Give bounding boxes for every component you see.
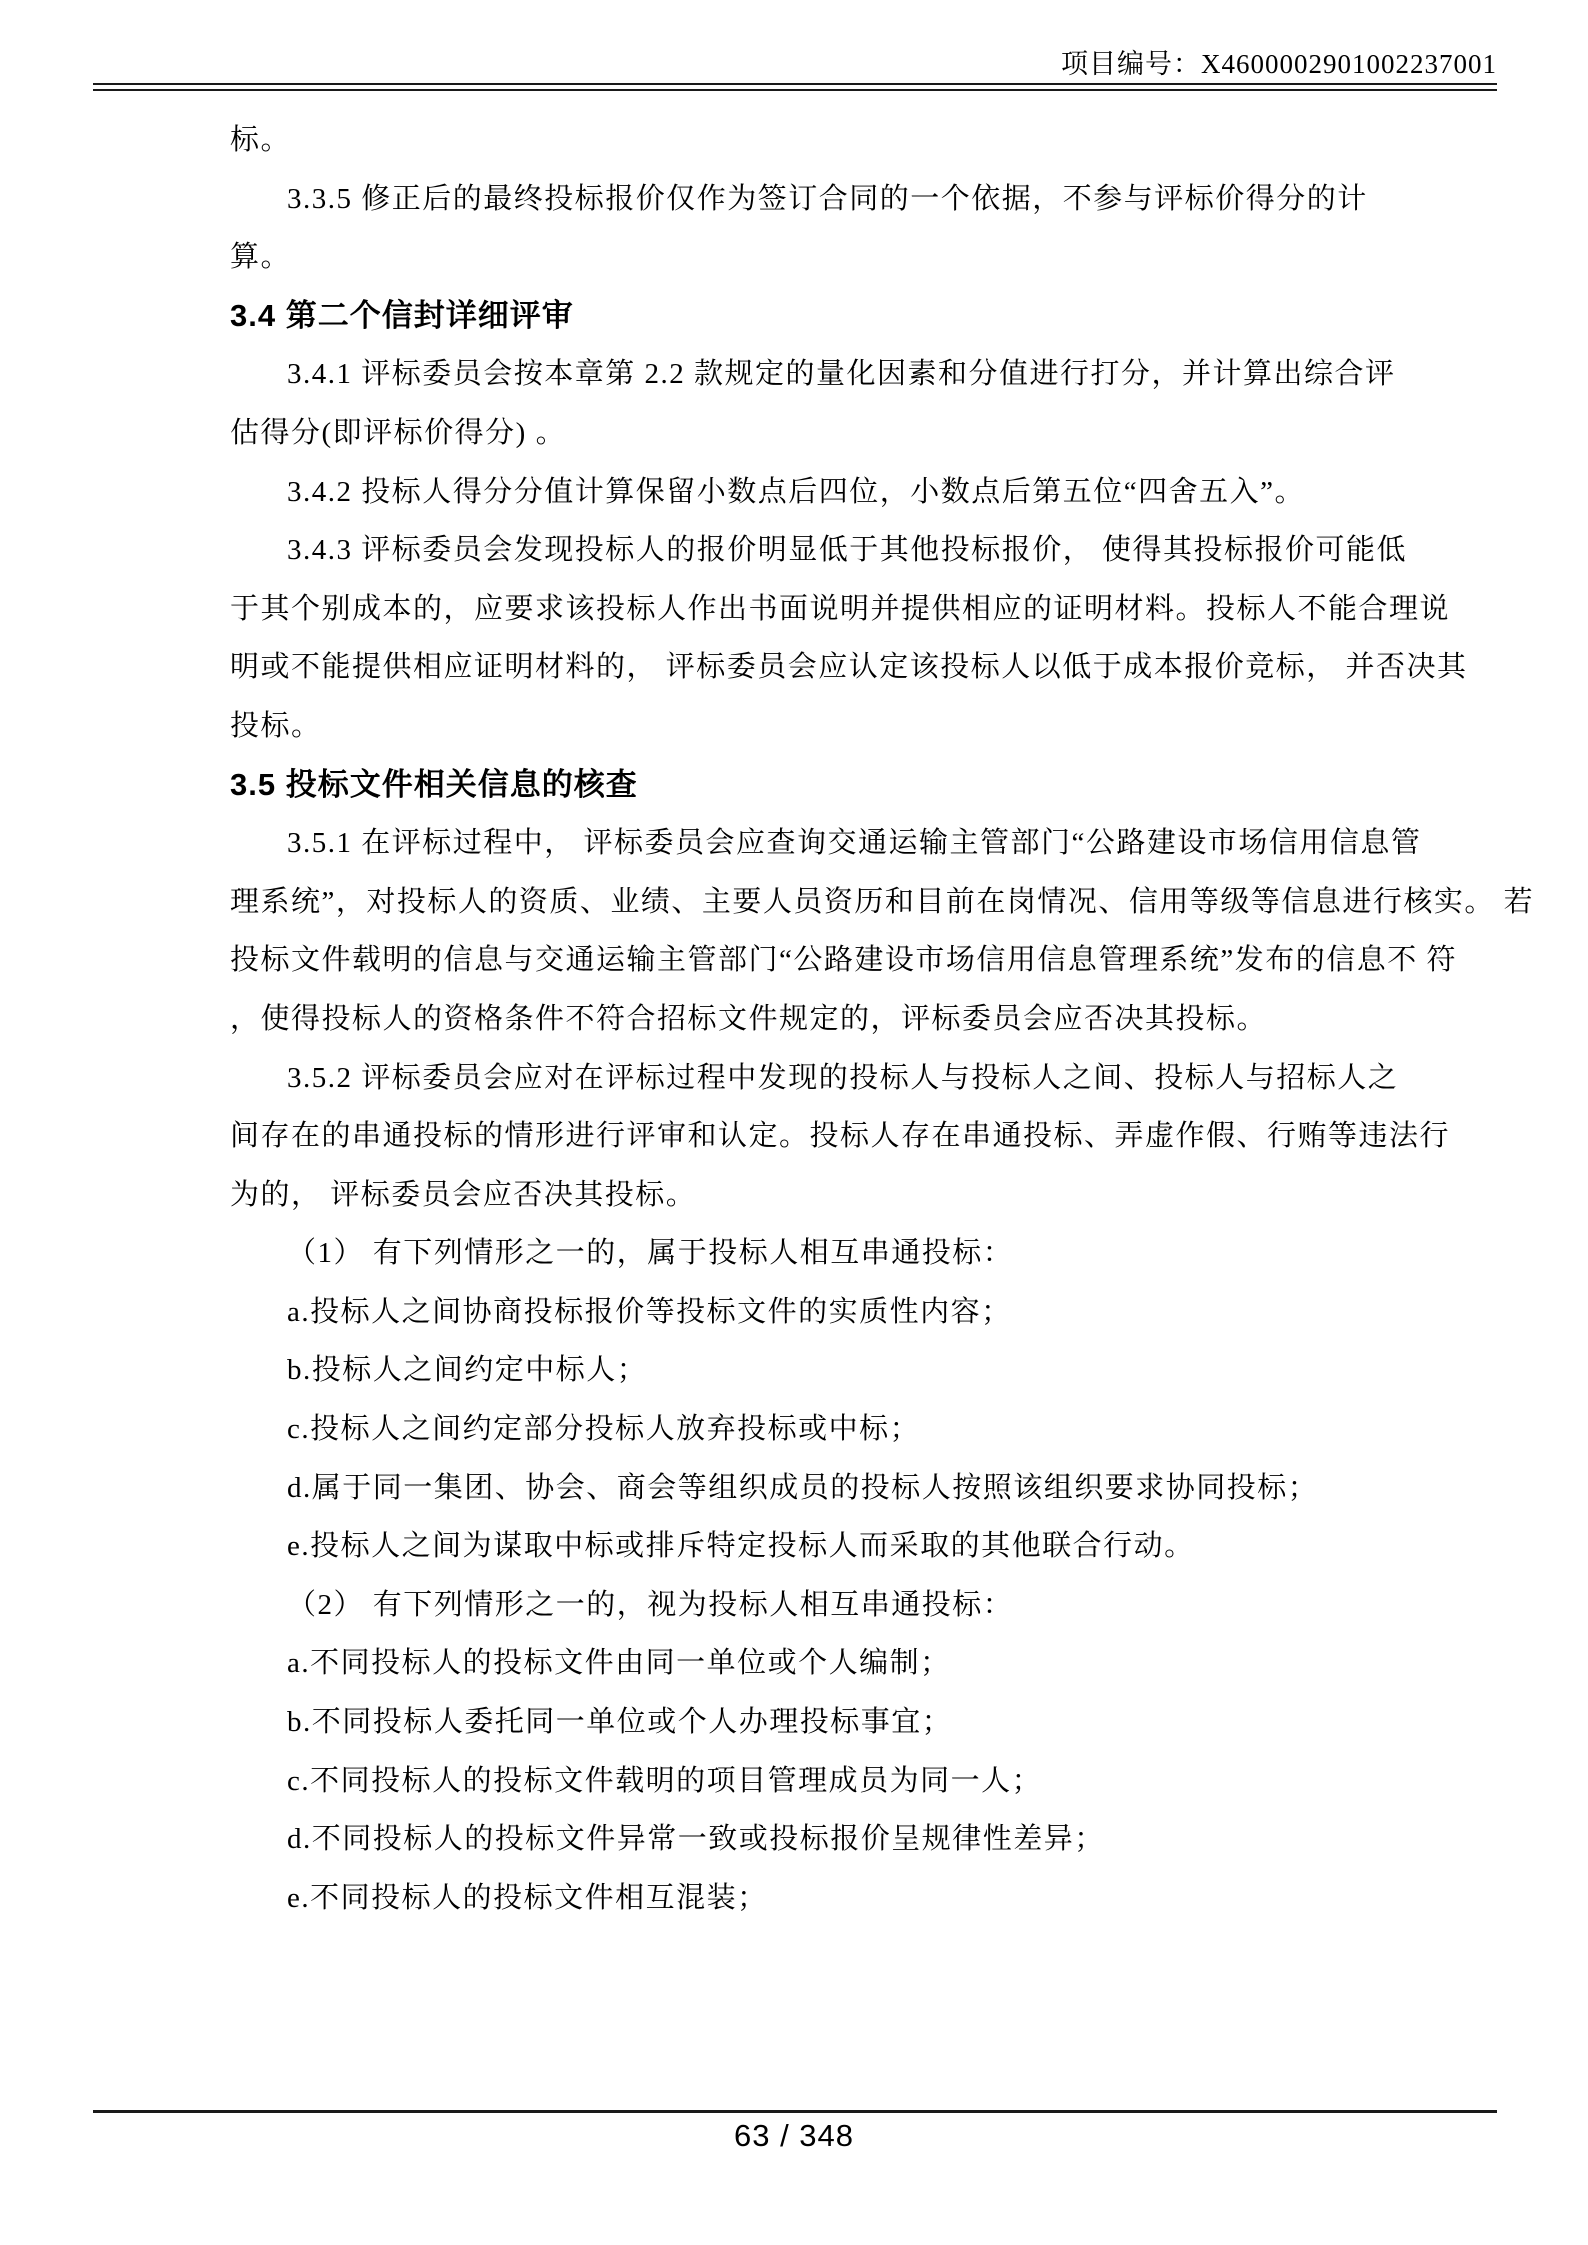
text-line: 3.4.3 评标委员会发现投标人的报价明显低于其他投标报价， 使得其投标报价可能低 bbox=[287, 534, 1408, 567]
text-line: ，使得投标人的资格条件不符合招标文件规定的，评标委员会应否决其投标。 bbox=[230, 1002, 1268, 1035]
text-line: 间存在的串通投标的情形进行评审和认定。投标人存在串通投标、弄虚作假、行贿等违法行 bbox=[230, 1120, 1451, 1153]
text-line: 估得分(即评标价得分) 。 bbox=[230, 416, 567, 449]
text-line: d.属于同一集团、协会、商会等组织成员的投标人按照该组织要求协同投标； bbox=[287, 1471, 1319, 1504]
header-rule bbox=[93, 83, 1497, 91]
text-line: 3.3.5 修正后的最终投标报价仅作为签订合同的一个依据，不参与评标价得分的计 bbox=[287, 182, 1368, 215]
text-line: 投标。 bbox=[230, 709, 322, 742]
text-line: b.投标人之间约定中标人； bbox=[287, 1354, 648, 1387]
text-line: c.不同投标人的投标文件载明的项目管理成员为同一人； bbox=[287, 1764, 1043, 1797]
text-line: a.不同投标人的投标文件由同一单位或个人编制； bbox=[287, 1647, 951, 1680]
text-line: 3.5.1 在评标过程中， 评标委员会应查询交通运输主管部门“公路建设市场信用信息管 bbox=[287, 827, 1422, 860]
text-line: 明或不能提供相应证明材料的， 评标委员会应认定该投标人以低于成本报价竞标， 并否决其 bbox=[230, 651, 1468, 684]
text-line: 3.4.2 投标人得分分值计算保留小数点后四位，小数点后第五位“四舍五入”。 bbox=[287, 475, 1305, 508]
text-line: 理系统”，对投标人的资质、业绩、主要人员资历和目前在岗情况、信用等级等信息进行核实。 若 bbox=[230, 885, 1535, 918]
section-heading: 3.4 第二个信封详细评审 bbox=[230, 297, 574, 333]
text-line: 标。 bbox=[230, 124, 292, 156]
document-body bbox=[230, 111, 1535, 1927]
text-line: （2） 有下列情形之一的，视为投标人相互串通投标： bbox=[287, 1588, 1014, 1621]
text-line: e.不同投标人的投标文件相互混装； bbox=[287, 1881, 768, 1914]
text-line: e.投标人之间为谋取中标或排斥特定投标人而采取的其他联合行动。 bbox=[287, 1530, 1195, 1563]
text-line: 算。 bbox=[230, 241, 292, 274]
text-line: 投标文件载明的信息与交通运输主管部门“公路建设市场信用信息管理系统”发布的信息不 符 bbox=[230, 944, 1457, 977]
text-line: c.投标人之间约定部分投标人放弃投标或中标； bbox=[287, 1413, 921, 1446]
text-line: 3.5.2 评标委员会应对在评标过程中发现的投标人与投标人之间、投标人与招标人之 bbox=[287, 1061, 1399, 1094]
text-line: d.不同投标人的投标文件异常一致或投标报价呈规律性差异； bbox=[287, 1823, 1105, 1856]
text-line: a.投标人之间协商投标报价等投标文件的实质性内容； bbox=[287, 1295, 1012, 1328]
text-line: 于其个别成本的，应要求该投标人作出书面说明并提供相应的证明材料。投标人不能合理说 bbox=[230, 592, 1451, 625]
text-line: 为的， 评标委员会应否决其投标。 bbox=[230, 1178, 697, 1211]
text-line: （1） 有下列情形之一的，属于投标人相互串通投标： bbox=[287, 1237, 1014, 1270]
page-number: 63 / 348 bbox=[733, 2118, 855, 2153]
header-project-number: 项目编号：X4600002901002237001 bbox=[1061, 49, 1497, 79]
footer-rule bbox=[93, 2110, 1497, 2113]
text-line: b.不同投标人委托同一单位或个人办理投标事宜； bbox=[287, 1706, 953, 1739]
text-line: 3.4.1 评标委员会按本章第 2.2 款规定的量化因素和分值进行打分，并计算出综合评 bbox=[287, 358, 1396, 391]
section-heading: 3.5 投标文件相关信息的核查 bbox=[230, 766, 638, 802]
